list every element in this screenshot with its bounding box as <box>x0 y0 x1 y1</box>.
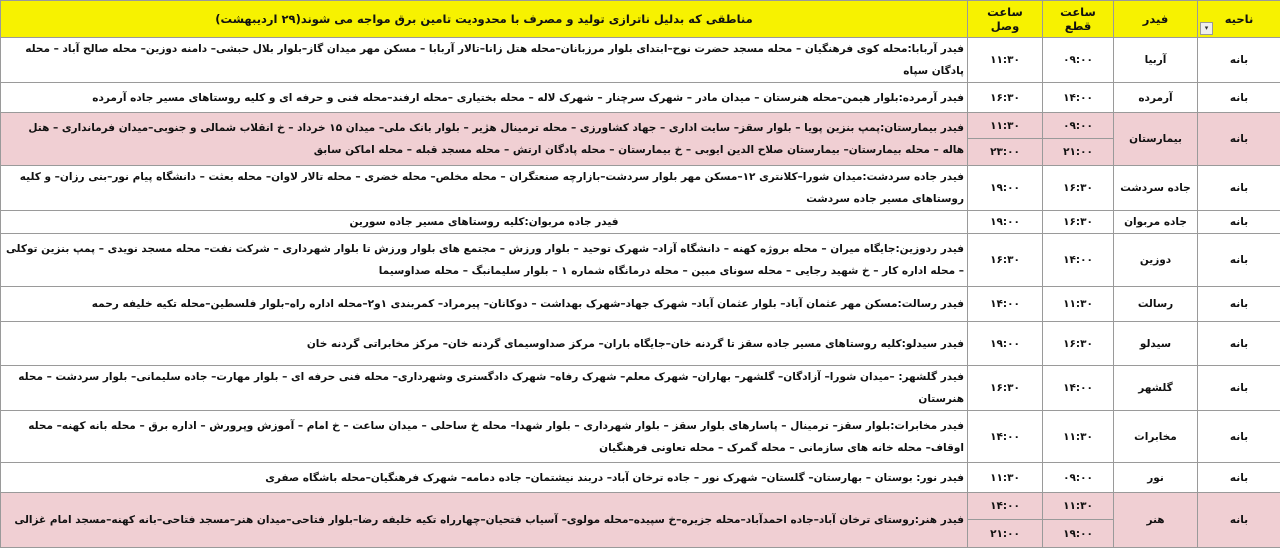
header-connect-time: ساعت وصل <box>968 1 1043 38</box>
header-description: مناطقی که بدلیل ناترازی تولید و مصرف با محدودیت تامین برق مواجه می شوند(۲۹ اردیبهشت) <box>1 1 968 38</box>
cell-feeder: رسالت <box>1114 287 1198 322</box>
cell-feeder: نور <box>1114 463 1198 493</box>
cell-connect-time: ۲۳:۰۰ <box>968 139 1043 166</box>
cell-region: بانه <box>1198 234 1280 287</box>
cell-feeder: آربیا <box>1114 38 1198 83</box>
cell-connect-time: ۲۱:۰۰ <box>968 520 1043 548</box>
cell-connect-time: ۱۹:۰۰ <box>968 322 1043 366</box>
cell-area-description: فیدر هنر:روستای ترخان آباد–جاده احمدآباد–محله جزیره–خ سپیده–محله مولوی– آسیاب فتحیان–چهارراه تکیه خلیفه رضا–بلوار فتاحی–میدان هنر–مسجد فتاحی–بانه کهنه–مسجد امام غزالی <box>1 493 968 548</box>
cell-feeder: جاده سردشت <box>1114 166 1198 211</box>
cell-area-description: فیدر گلشهر: –میدان شورا– آزادگان– گلشهر– بهاران– شهرک معلم– شهرک رفاه– شهرک دادگستری وشهرداری– محله فنی حرفه ای – بلوار مهارت– جاده سلیمانی– بلوار سردشت – محله هنرستان <box>1 366 968 411</box>
cell-connect-time: ۱۹:۰۰ <box>968 211 1043 234</box>
table-row <box>1 38 1280 83</box>
filter-dropdown-icon[interactable]: ▾ <box>1200 22 1213 35</box>
cell-region: بانه <box>1198 287 1280 322</box>
cell-cut-time: ۲۱:۰۰ <box>1043 139 1114 166</box>
cell-area-description: فیدر سیدلو:کلیه روستاهای مسیر جاده سقز تا گردنه خان–جایگاه باران– مرکز صداوسیمای گردنه خان– مرکز مخابراتی گردنه خان <box>1 322 968 366</box>
table-row <box>1 322 1280 366</box>
table-row <box>1 463 1280 493</box>
cell-cut-time: ۱۶:۳۰ <box>1043 166 1114 211</box>
cell-cut-time: ۰۹:۰۰ <box>1043 463 1114 493</box>
cell-area-description: فیدر آرمرده:بلوار هیمن–محله هنرستان – میدان مادر – شهرک سرچنار – شهرک لاله – محله بختیاری –محله ارفند–محله فنی و حرفه ای و کلیه روستاهای مسیر جاده آرمرده <box>1 83 968 113</box>
header-row <box>1 1 1280 38</box>
cell-area-description: فیدر رسالت:مسکن مهر عثمان آباد– بلوار عثمان آباد– شهرک جهاد–شهرک بهداشت – دوکانان– پیرمراد– کمربندی ۱و۲–محله اداره راه–بلوار فلسطین–محله تکیه خلیفه رحمه <box>1 287 968 322</box>
cell-cut-time: ۰۹:۰۰ <box>1043 38 1114 83</box>
cell-connect-time: ۱۱:۳۰ <box>968 113 1043 139</box>
table-row <box>1 366 1280 411</box>
cell-cut-time: ۱۶:۳۰ <box>1043 322 1114 366</box>
cell-area-description: فیدر مخابرات:بلوار سقز– ترمینال – پاسارهای بلوار سقز – بلوار شهرداری – بلوار شهدا– محله خ ساحلی – میدان ساعت – خ امام – آموزش وپرورش – اداره برق – محله بانه کهنه– محله اوقاف– محله خانه های سازمانی – محله گمرک – محله تعاونی فرهنگیان <box>1 411 968 463</box>
cell-cut-time: ۱۱:۳۰ <box>1043 493 1114 520</box>
cell-connect-time: ۱۶:۳۰ <box>968 234 1043 287</box>
cell-connect-time: ۱۴:۰۰ <box>968 493 1043 520</box>
cell-cut-time: ۰۹:۰۰ <box>1043 113 1114 139</box>
cell-region: بانه <box>1198 113 1280 166</box>
table-row <box>1 166 1280 211</box>
cell-region: بانه <box>1198 83 1280 113</box>
cell-region: بانه <box>1198 411 1280 463</box>
cell-area-description: فیدر جاده مربوان:کلیه روستاهای مسیر جاده سورین <box>1 211 968 234</box>
cell-connect-time: ۱۶:۳۰ <box>968 366 1043 411</box>
table-row <box>1 493 1280 520</box>
cell-region: بانه <box>1198 38 1280 83</box>
cell-feeder: سیدلو <box>1114 322 1198 366</box>
cell-cut-time: ۱۴:۰۰ <box>1043 366 1114 411</box>
table-row <box>1 211 1280 234</box>
cell-area-description: فیدر بیمارستان:پمپ بنزین پویا – بلوار سقز– سایت اداری – جهاد کشاورزی – محله ترمینال هژیر – بلوار بانک ملی– میدان ۱۵ خرداد – خ انقلاب شمالی و جنوبی–میدان فرمانداری – هتل هاله – محله بیمارستان– بیمارستان صلاح الدین ایوبی – خ بیمارستان – محله پادگان ارتش – محله مسجد قبله – محله اماکن سابق <box>1 113 968 166</box>
cell-feeder: هنر <box>1114 493 1198 548</box>
cell-area-description: فیدر آربابا:محله کوی فرهنگیان – محله مسجد حضرت نوح–ابتدای بلوار مرزبانان–محله هتل زانا–تالار آربابا – مسکن مهر میدان گاز–بلوار بلال حبشی– دامنه دوزین– محله صالح آباد – محله پادگان سپاه <box>1 38 968 83</box>
header-region[interactable] <box>1198 1 1280 38</box>
cell-cut-time: ۱۱:۳۰ <box>1043 287 1114 322</box>
header-region-label: ناحیه <box>1225 12 1254 26</box>
table-row <box>1 411 1280 463</box>
cell-cut-time: ۱۹:۰۰ <box>1043 520 1114 548</box>
cell-cut-time: ۱۶:۳۰ <box>1043 211 1114 234</box>
cell-region: بانه <box>1198 493 1280 548</box>
cell-feeder: دوزین <box>1114 234 1198 287</box>
cell-feeder: مخابرات <box>1114 411 1198 463</box>
cell-connect-time: ۱۴:۰۰ <box>968 287 1043 322</box>
cell-feeder: آرمرده <box>1114 83 1198 113</box>
cell-feeder: گلشهر <box>1114 366 1198 411</box>
cell-area-description: فیدر نور: بوستان – بهارستان– گلستان– شهرک نور – جاده ترخان آباد– دربند نیشتمان– جاده دمامه– شهرک فرهنگیان–محله باشگاه صفری <box>1 463 968 493</box>
cell-feeder: جاده مربوان <box>1114 211 1198 234</box>
cell-connect-time: ۱۴:۰۰ <box>968 411 1043 463</box>
header-feeder: فیدر <box>1114 1 1198 38</box>
cell-connect-time: ۱۱:۳۰ <box>968 38 1043 83</box>
cell-connect-time: ۱۹:۰۰ <box>968 166 1043 211</box>
cell-cut-time: ۱۴:۰۰ <box>1043 83 1114 113</box>
cell-region: بانه <box>1198 463 1280 493</box>
cell-region: بانه <box>1198 322 1280 366</box>
table-row <box>1 234 1280 287</box>
table-row <box>1 83 1280 113</box>
cell-region: بانه <box>1198 166 1280 211</box>
cell-region: بانه <box>1198 211 1280 234</box>
cell-connect-time: ۱۱:۳۰ <box>968 463 1043 493</box>
cell-region: بانه <box>1198 366 1280 411</box>
cell-cut-time: ۱۴:۰۰ <box>1043 234 1114 287</box>
table-row <box>1 287 1280 322</box>
header-cut-time: ساعت قطع <box>1043 1 1114 38</box>
cell-cut-time: ۱۱:۳۰ <box>1043 411 1114 463</box>
cell-area-description: فیدر ردوزین:جایگاه میران – محله بروژه کهنه – دانشگاه آزاد– شهرک توحید – بلوار ورزش – مجتمع های بلوار ورزش تا بلوار شهرداری – شرکت نفت– محله مسجد نویدی – پمپ بنزین توکلی – محله اداره کار – خ شهید رجایی – محله سونای مبین – محله درمانگاه شماره ۱ – بلوار سلیمانبگ – محله صداوسیما <box>1 234 968 287</box>
cell-area-description: فیدر جاده سردشت:میدان شورا–کلانتری ۱۲–مسکن مهر بلوار سردشت–بازارچه صنعتگران – محله مخلص– محله خضری – محله تالار لاوان– محله بعثت – دانشگاه پیام نور–بنی رزان– و کلیه روستاهای مسیر جاده سردشت <box>1 166 968 211</box>
cell-feeder: بیمارستان <box>1114 113 1198 166</box>
table-row <box>1 113 1280 139</box>
cell-connect-time: ۱۶:۳۰ <box>968 83 1043 113</box>
